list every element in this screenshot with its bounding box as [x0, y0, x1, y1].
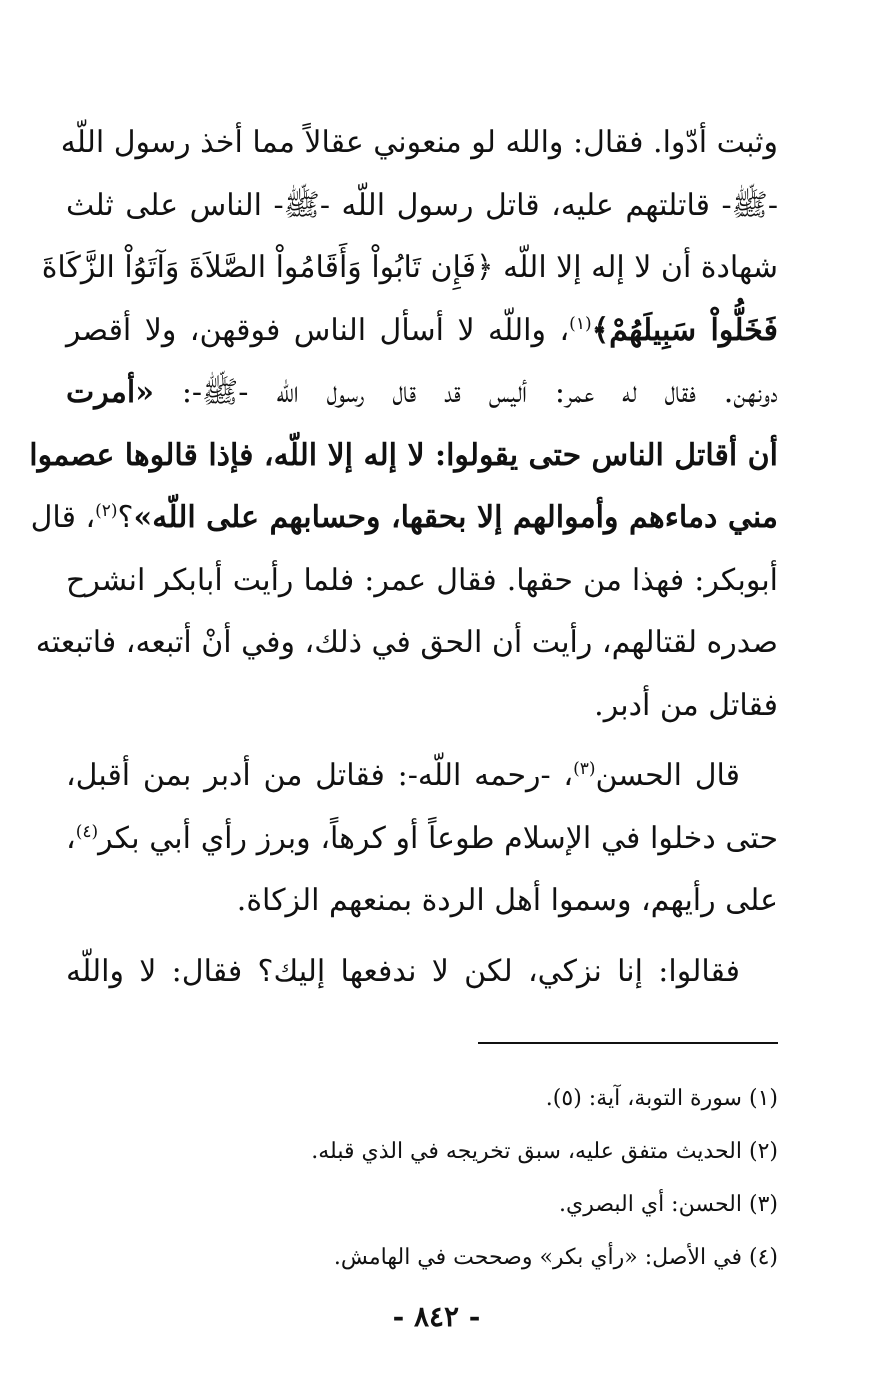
footnote-4: (٤) في الأصل: «رأي بكر» وصححت في الهامش. — [333, 1245, 778, 1270]
footnote-2: (٢) الحديث متفق عليه، سبق تخريجه في الذي قبله. — [311, 1139, 778, 1164]
text-line-5: دونهن. فقال له عمر: أليس قد قال رسول اللّه -ﷺ-: «أمرت — [66, 375, 778, 410]
text-line-4: فَخَلُّواْ سَبِيلَهُمْ﴾$^{(١)}$، واللّه لا أسأل الناس فوقهن، ولا أقصر — [66, 312, 778, 348]
text-line-6 — [29, 425, 778, 488]
main-text — [29, 112, 778, 1003]
footnote-1: (١) سورة التوبة، آية: (٥). — [545, 1086, 778, 1111]
footnotes — [66, 1072, 778, 1284]
text-line-3 — [41, 237, 778, 300]
footnote-3: (٣) الحسن: أي البصري. — [558, 1192, 778, 1217]
footnote-ref-4: (٤) — [75, 821, 99, 842]
hadith-start: «أمرت — [66, 375, 154, 410]
footnote-ref-3: (٣) — [573, 759, 596, 779]
footnote-divider — [478, 1042, 778, 1044]
page-number: - ٨٤٢ - — [392, 1300, 481, 1333]
text-line-1: وثبت أدّوا. فقال: والله لو منعوني عقالاً مما أخذ رسول اللّه — [60, 125, 778, 160]
footnote-ref-1: (١) — [569, 313, 592, 334]
text-line-11: قال الحسن$^{(٣)}$، -رحمه اللّه-: فقاتل من أدبر بمن أقبل، — [66, 758, 740, 793]
text-line-7: مني دماءهم وأموالهم إلا بحقها، وحسابهم على اللّه»؟$^{(٢)}$، قال — [30, 500, 778, 535]
text-line-2: -ﷺ- قاتلتهم عليه، قاتل رسول اللّه -ﷺ- الناس على ثلث — [66, 187, 778, 223]
text-line-13: على رأيهم، وسموا أهل الردة بمنعهم الزكاة. — [236, 883, 778, 918]
quran-verse-end: فَخَلُّواْ سَبِيلَهُمْ﴾ — [591, 312, 778, 348]
text-line-10: فقاتل من أدبر. — [594, 687, 778, 723]
text-line-14: فقالوا: إنا نزكي، لكن لا ندفعها إليك؟ فقال: لا واللّه — [66, 953, 740, 989]
text-line-9: صدره لقتالهم، رأيت أن الحق في ذلك، وفي أنْ أتبعه، فاتبعته — [35, 625, 778, 660]
hadith-text: أن أقاتل الناس حتى يقولوا: لا إله إلا اللّه، فإذا قالوها عصموا — [29, 437, 778, 473]
text-line-8: أبوبكر: فهذا من حقها. فقال عمر: فلما رأيت أبابكر انشرح — [66, 562, 778, 598]
hadith-end: مني دماءهم وأموالهم إلا بحقها، وحسابهم على اللّه» — [133, 500, 778, 535]
text-line-12: حتى دخلوا في الإسلام طوعاً أو كرهاً، وبرز رأي أبي بكر$^{(٤)}$، — [66, 820, 778, 856]
quran-verse-start: شهادة أن لا إله إلا اللّه ﴿فَإِن تَابُواْ وَأَقَامُواْ الصَّلاَةَ وَآتَوُاْ الزَّكَاةَ — [41, 250, 778, 285]
footnote-ref-2: (٢) — [95, 501, 118, 521]
